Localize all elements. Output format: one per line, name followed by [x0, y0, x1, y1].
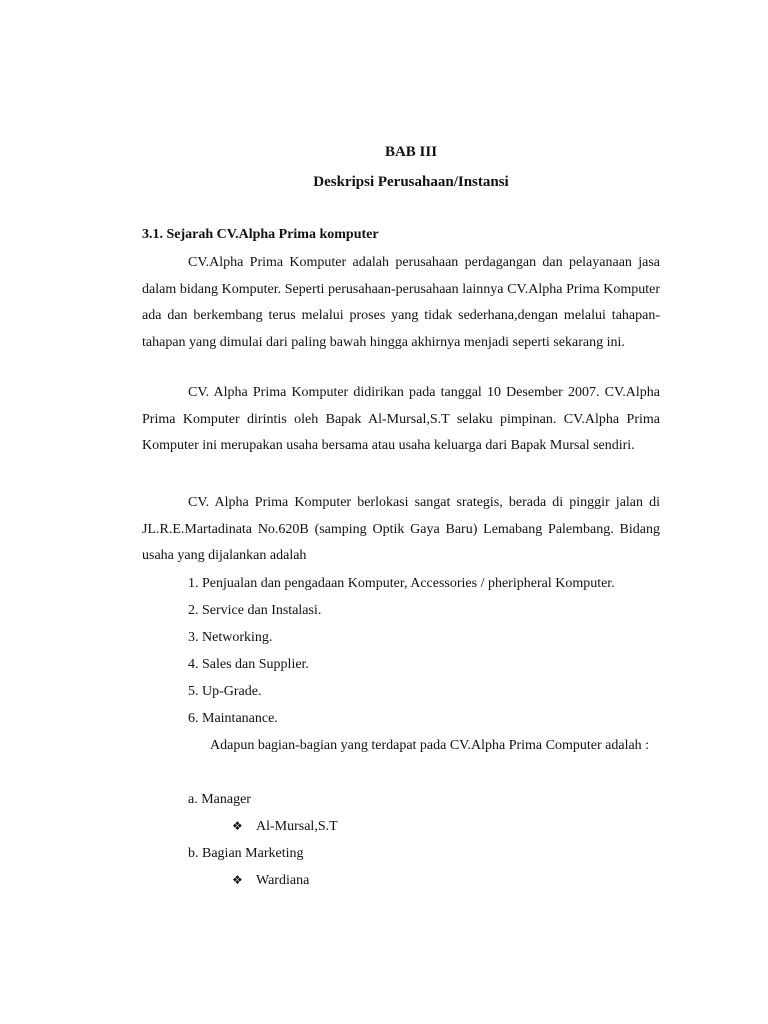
department-label: b. Bagian Marketing: [188, 846, 304, 861]
paragraph-departments: [176, 733, 660, 760]
department-list: [188, 786, 338, 894]
chapter-title: Deskripsi Perusahaan/Instansi: [313, 174, 509, 190]
department-person: [188, 867, 338, 894]
chapter-heading: BAB III: [384, 144, 438, 160]
business-list: [188, 570, 615, 732]
diamond-bullet-icon: ❖: [232, 873, 243, 887]
list-item: 6. Maintanance.: [188, 711, 278, 726]
paragraph-founding: [142, 380, 660, 460]
list-item: 5. Up-Grade.: [188, 684, 262, 699]
list-item: 1. Penjualan dan pengadaan Komputer, Accessories / pheripheral Komputer.: [188, 576, 615, 591]
list-item: 2. Service dan Instalasi.: [188, 603, 322, 618]
list-item: 3. Networking.: [188, 630, 273, 645]
paragraph-location: [142, 490, 660, 570]
paragraph-text: CV. Alpha Prima Komputer berlokasi sangat srategis, berada di pinggir jalan di JL.R.E.Martadinata No.620B (samping Optik Gaya Baru) Lemabang Palembang. Bidang usaha yang dijalankan adalah: [142, 495, 660, 563]
department-label: a. Manager: [188, 792, 251, 807]
paragraph-text: Adapun bagian-bagian yang terdapat pada CV.Alpha Prima Computer adalah :: [210, 738, 650, 753]
paragraph-text: CV.Alpha Prima Komputer adalah perusahaan perdagangan dan pelayanaan jasa dalam bidang Komputer. Seperti perusahaan-perusahaan lainnya CV.Alpha Prima Komputer ada dan berkembang terus melalui proses yang tidak sederhana,dengan melalui tahapan-tahapan yang dimulai dari paling bawah hingga akhirnya menjadi seperti sekarang ini.: [142, 255, 660, 350]
person-name: Al-Mursal,S.T: [256, 819, 338, 834]
person-name: Wardiana: [256, 873, 310, 888]
paragraph-history: [142, 250, 660, 356]
department-person: [188, 813, 338, 840]
paragraph-text: CV. Alpha Prima Komputer didirikan pada tanggal 10 Desember 2007. CV.Alpha Prima Komputer dirintis oleh Bapak Al-Mursal,S.T selaku pimpinan. CV.Alpha Prima Komputer ini merupakan usaha bersama atau usaha keluarga dari Bapak Mursal sendiri.: [142, 385, 660, 453]
section-heading: 3.1. Sejarah CV.Alpha Prima komputer: [142, 227, 379, 242]
diamond-bullet-icon: ❖: [232, 819, 243, 833]
list-item: 4. Sales dan Supplier.: [188, 657, 309, 672]
